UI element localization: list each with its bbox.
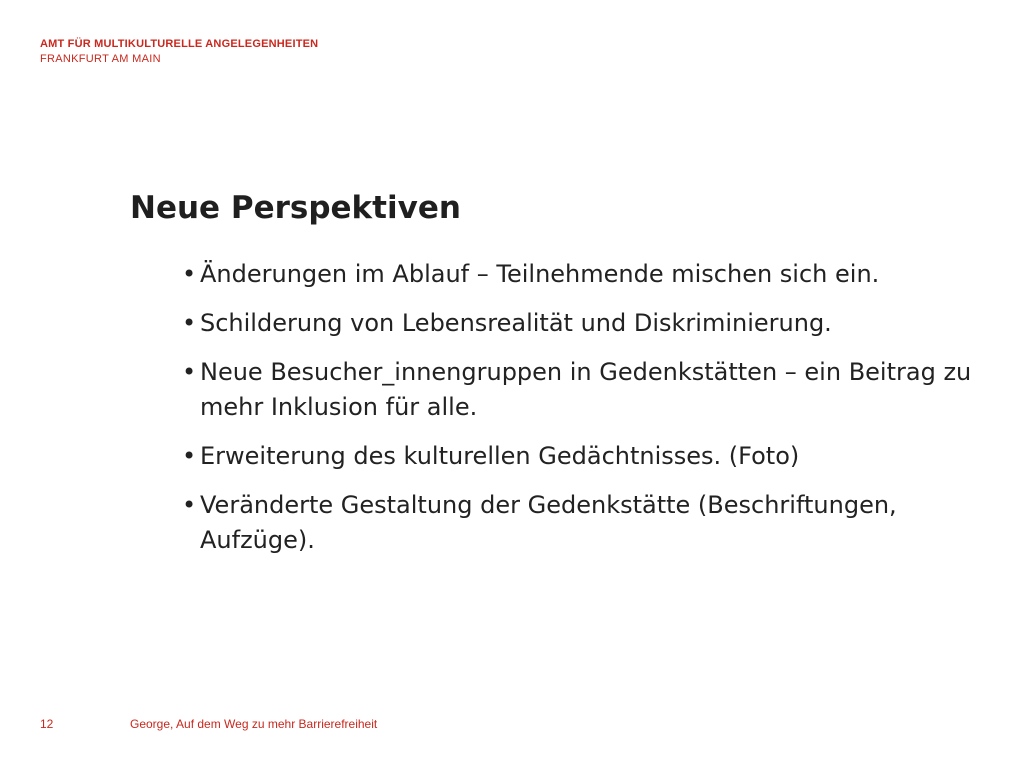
footer-caption: George, Auf dem Weg zu mehr Barrierefreiheit <box>130 717 378 731</box>
bullet-item: • Änderungen im Ablauf – Teilnehmende mischen sich ein. <box>182 257 972 292</box>
bullet-item: • Veränderte Gestaltung der Gedenkstätte (Beschriftungen, Aufzüge). <box>182 488 972 558</box>
organization-header <box>40 36 318 66</box>
bullet-item: • Neue Besucher_innengruppen in Gedenkstätten – ein Beitrag zu mehr Inklusion für alle. <box>182 355 972 425</box>
organization-name: AMT FÜR MULTIKULTURELLE ANGELEGENHEITEN <box>40 38 319 50</box>
bullet-item: • Schilderung von Lebensrealität und Diskriminierung. <box>182 306 972 341</box>
bullet-list <box>182 257 972 572</box>
bullet-item: • Erweiterung des kulturellen Gedächtnisses. (Foto) <box>182 439 972 474</box>
page-number: 12 <box>40 717 54 731</box>
organization-city: FRANKFURT AM MAIN <box>40 53 161 65</box>
slide-footer <box>0 716 1024 732</box>
slide-title: Neue Perspektiven <box>130 190 461 226</box>
